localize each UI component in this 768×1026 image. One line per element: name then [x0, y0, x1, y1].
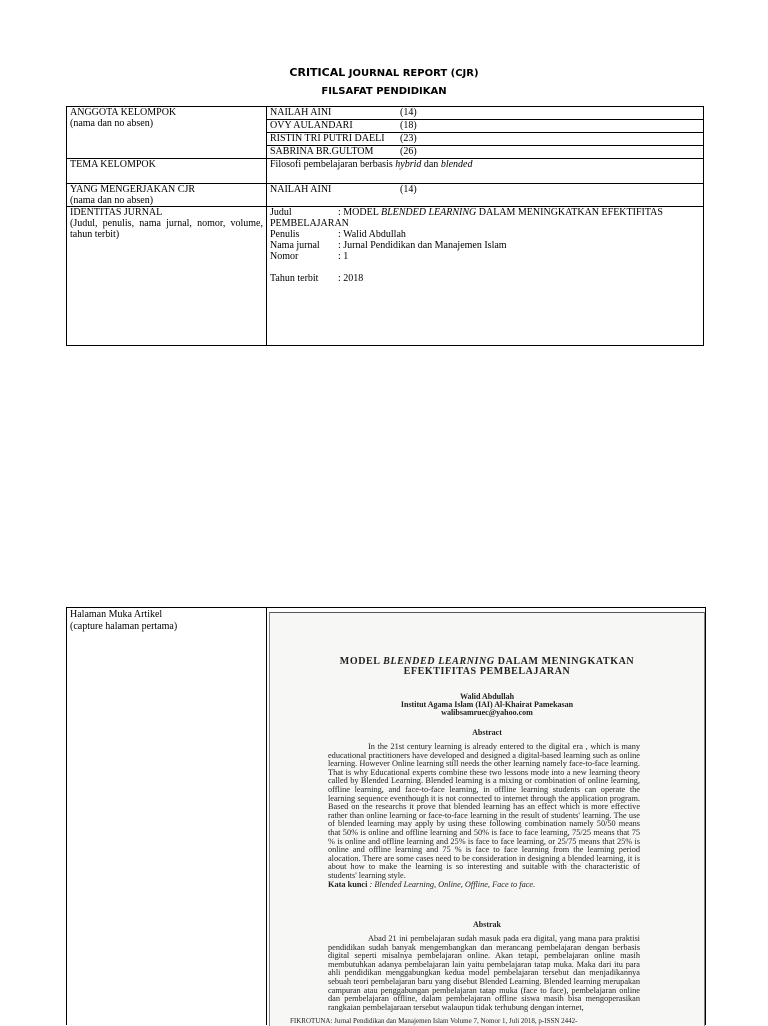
identitas-value [267, 207, 704, 346]
identitas-sublabel: (Judul, penulis, nama jurnal, nomor, volume, tahun terbit) [70, 218, 263, 240]
penulis-key: Penulis [270, 229, 300, 240]
title-rest: JOURNAL REPORT (CJR) [345, 68, 479, 79]
cjr-table [66, 106, 704, 346]
nomor-value: : 1 [338, 251, 349, 262]
article-title [270, 657, 704, 677]
article-title-text: MODEL [339, 656, 384, 667]
halaman-muka-section [66, 607, 706, 1025]
judul-line [270, 207, 700, 229]
article-title-line2: EFEKTIFITAS PEMBELAJARAN [403, 666, 571, 677]
article-author-block [270, 693, 704, 717]
report-title [0, 66, 768, 79]
member-no: (14) [400, 107, 417, 118]
nomor-key: Nomor [270, 251, 299, 262]
row-identitas [67, 207, 704, 346]
row-anggota [67, 107, 704, 159]
halaman-muka-label: Halaman Muka Artikel [70, 609, 163, 620]
halaman-muka-sublabel: (capture halaman pertama) [70, 621, 178, 632]
report-subtitle: FILSAFAT PENDIDIKAN [321, 86, 447, 97]
member-row [267, 120, 703, 133]
abstrak-text: Abad 21 ini pembelajaran sudah masuk pada era digital, yang mana para praktisi pendidikan sudah banyak mengembangkan dan merancang pembelajaran dengan berbasis digital seperti misalnya pembelajaran online. Akan tetapi, pembelajaran online masih membutuhkan adanya pembelajaran lain yaitu pembelajaran tatap muka. Maka dari itu para ahli pendidikan menggabungkan kedua model pembelajaran tersebut dan menjadikannya sebuah teori pembelajaran baru yang disebut Blended Learning. Blended learning merupakan campuran atau penggabungan pembelajaran tatap muka (face to face), pembelajaran online dan pembelajaran offline, dalam pembelajaran offline siswa masih bisa mengoperasikan rangkaian pembelajaraan tersebut walaupun tidak terhubung dengan internet, [328, 934, 640, 1012]
keywords-line [328, 881, 640, 890]
nomor-line [270, 251, 700, 262]
article-institution: Institut Agama Islam (IAI) Al-Khairat Pamekasan [400, 700, 574, 709]
jurnal-line [270, 240, 700, 251]
judul-key: Judul [270, 207, 292, 218]
member-no: (18) [400, 120, 417, 131]
tema-hybrid: hybrid [395, 159, 422, 170]
row-tema [67, 159, 704, 184]
abstrak-heading: Abstrak [472, 920, 501, 929]
article-title-italic: BLENDED LEARNING [383, 656, 495, 667]
penulis-value: : Walid Abdullah [338, 229, 406, 240]
identitas-label: IDENTITAS JURNAL [70, 207, 163, 218]
identitas-label-cell [67, 207, 267, 346]
spacer [270, 262, 700, 273]
anggota-label-cell [67, 107, 267, 159]
tema-value [267, 159, 704, 184]
pengerja-label-cell [67, 184, 267, 207]
halaman-muka-label-cell [70, 609, 177, 633]
article-author: Walid Abdullah [459, 692, 515, 701]
pengerja-sublabel: (nama dan no absen) [70, 195, 154, 206]
tema-text: Filosofi pembelajaran berbasis [270, 159, 396, 170]
member-name: RISTIN TRI PUTRI DAELI [270, 133, 385, 144]
keywords-label: Kata kunci [328, 879, 368, 889]
jurnal-key: Nama jurnal [270, 240, 320, 251]
judul-text: : MODEL [338, 207, 381, 218]
anggota-sublabel: (nama dan no absen) [70, 118, 154, 129]
column-divider [266, 608, 267, 1025]
abstrak-body [328, 935, 640, 1012]
member-no: (23) [400, 133, 417, 144]
tahun-key: Tahun terbit [270, 273, 319, 284]
article-email: walibsamruec@yahoo.com [441, 708, 533, 717]
member-no: (26) [400, 146, 417, 157]
article-first-page-capture [269, 612, 705, 1026]
tema-label: TEMA KELOMPOK [67, 159, 267, 184]
pengerja-name: NAILAH AINI [270, 184, 332, 195]
abstract-heading: Abstract [472, 728, 502, 737]
article-footer: FIKROTUNA: Jurnal Pendidikan dan Manajemen Islam Volume 7, Nomor 1, Juli 2018, p-ISSN 2442- [290, 1017, 578, 1025]
row-pengerja [67, 184, 704, 207]
members-cell [267, 107, 704, 159]
pengerja-value [267, 184, 704, 207]
jurnal-value: : Jurnal Pendidikan dan Manajemen Islam [338, 240, 507, 251]
member-name: NAILAH AINI [270, 107, 332, 118]
member-row [267, 133, 703, 146]
penulis-line [270, 229, 700, 240]
judul-italic: BLENDED LEARNING [380, 207, 477, 218]
tahun-value: : 2018 [338, 273, 364, 284]
pengerja-label: YANG MENGERJAKAN CJR [70, 184, 196, 195]
tahun-line [270, 273, 700, 284]
member-name: SABRINA BR.GULTOM [270, 146, 374, 157]
title-prefix: CRITICAL [289, 66, 346, 79]
member-row [267, 107, 703, 120]
article-title-text: DALAM MENINGKATKAN [494, 656, 635, 667]
pengerja-no: (14) [400, 184, 417, 195]
judul-text: DALAM MENINGKATKAN EFEKTIFITAS PEMBELAJARAN [270, 207, 663, 229]
member-row [267, 146, 703, 158]
tema-blended: blended [440, 159, 473, 170]
tema-text: dan [421, 159, 441, 170]
anggota-label: ANGGOTA KELOMPOK [70, 107, 177, 118]
abstract-body [328, 743, 640, 889]
keywords-value: : Blended Learning, Online, Offline, Face to face. [367, 879, 536, 889]
member-name: OVY AULANDARI [270, 120, 353, 131]
abstract-text: In the 21st century learning is already entered to the digital era , which is many educational practitioners have developed and designed a digital-based learning such as online learning. However Online learning still needs the other learning namely face-to-face learning. That is why Educational experts combine these two lessons mode into a new learning theory called by Blended Learning. Blended learning is a mixing or combination of online learning, offline learning, and face-to-face learning, in offline learning students can operate the learning sequence eventhough it is not connected to internet through the application program. Based on the researchs it prove that blended learning has an effect which is more effective rather than online learning or face-to-face learning in the result of students' learning. The use of blended learning may apply by using these following combination namely 50/50 means that 50% is online and offline learning and 50% is face to face learning, 75/25 means that 75 % is online and offline learning and 25% is face to face learning, or 25/75 means that 25% is online and offline learning and 75 % is face to face learning from the learning period alocation. There are some cases need to be consideration in designing a blended learning, it is about how to make the learning is so interesting and suitable with the characteristic of students' learning style. [328, 742, 640, 880]
